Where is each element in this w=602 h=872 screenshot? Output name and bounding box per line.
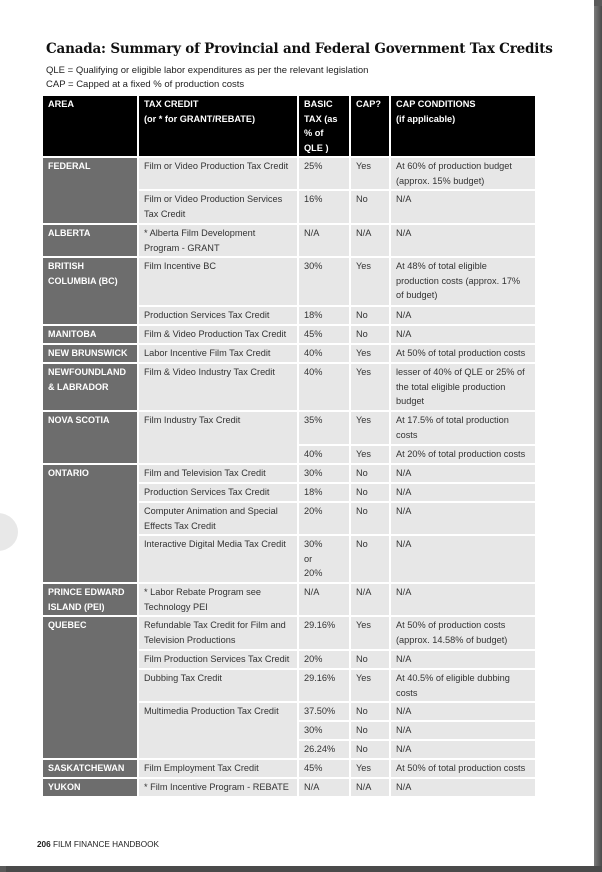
basic-tax-cell: 16% — [298, 190, 350, 224]
basic-tax-cell: 30% — [298, 721, 350, 740]
cap-cell: No — [350, 306, 390, 325]
basic-tax-cell: 35% — [298, 411, 350, 445]
cap-cell: N/A — [350, 224, 390, 257]
cap-cell: No — [350, 190, 390, 224]
basic-tax-cell: 25% — [298, 157, 350, 190]
cap-cell: Yes — [350, 363, 390, 411]
cap-conditions-cell: N/A — [390, 650, 536, 669]
cap-conditions-cell: N/A — [390, 721, 536, 740]
cap-conditions-cell: N/A — [390, 502, 536, 535]
area-alberta: ALBERTA — [42, 224, 138, 257]
cap-cell: Yes — [350, 157, 390, 190]
qle-note: QLE = Qualifying or eligible labor expenditures as per the relevant legislation — [46, 65, 369, 76]
header-cap-conditions: CAP CONDITIONS (if applicable) — [390, 95, 536, 157]
basic-tax-cell: 30% — [298, 257, 350, 306]
header-cap: CAP? — [350, 95, 390, 157]
cap-cell: No — [350, 702, 390, 721]
tax-credit-cell: Film Production Services Tax Credit — [138, 650, 298, 669]
cap-cell: Yes — [350, 616, 390, 650]
cap-note: CAP = Capped at a fixed % of production costs — [46, 79, 245, 90]
tax-credit-cell: Refundable Tax Credit for Film and Television Productions — [138, 616, 298, 650]
tax-credit-cell: Film Employment Tax Credit — [138, 759, 298, 778]
page-footer — [37, 840, 159, 849]
area-saskatchewan: SASKATCHEWAN — [42, 759, 138, 778]
area-newfoundland-labrador: NEWFOUNDLAND & LABRADOR — [42, 363, 138, 411]
tax-credit-cell: Film Incentive BC — [138, 257, 298, 306]
basic-tax-cell: 29.16% — [298, 616, 350, 650]
cap-conditions-cell: At 50% of total production costs — [390, 759, 536, 778]
page-shadow-bottom — [6, 866, 602, 872]
cap-cell: Yes — [350, 445, 390, 464]
area-federal: FEDERAL — [42, 157, 138, 224]
table-row — [42, 759, 536, 778]
cap-conditions-cell: N/A — [390, 583, 536, 616]
tax-credit-cell: * Alberta Film Development Program - GRANT — [138, 224, 298, 257]
basic-tax-cell: 30% or 20% — [298, 535, 350, 583]
cap-cell: No — [350, 464, 390, 483]
header-tax-credit: TAX CREDIT (or * for GRANT/REBATE) — [138, 95, 298, 157]
cap-conditions-cell: N/A — [390, 190, 536, 224]
basic-tax-cell: 45% — [298, 759, 350, 778]
page-edge-tab — [0, 513, 18, 551]
cap-cell: No — [350, 502, 390, 535]
tax-credit-cell: Computer Animation and Special Effects Tax Credit — [138, 502, 298, 535]
area-quebec: QUEBEC — [42, 616, 138, 759]
basic-tax-cell: 29.16% — [298, 669, 350, 702]
tax-credit-cell: Film Industry Tax Credit — [138, 411, 298, 464]
area-yukon: YUKON — [42, 778, 138, 797]
table-row — [42, 325, 536, 344]
cap-conditions-cell: N/A — [390, 535, 536, 583]
page-title: Canada: Summary of Provincial and Federal Government Tax Credits — [46, 41, 553, 57]
table-row — [42, 157, 536, 190]
cap-conditions-cell: At 50% of total production costs — [390, 344, 536, 363]
basic-tax-cell: N/A — [298, 583, 350, 616]
book-title: FILM FINANCE HANDBOOK — [52, 840, 159, 849]
basic-tax-cell: N/A — [298, 224, 350, 257]
table-row — [42, 464, 536, 483]
cap-conditions-cell: N/A — [390, 702, 536, 721]
cap-conditions-cell: At 20% of total production costs — [390, 445, 536, 464]
cap-cell: Yes — [350, 411, 390, 445]
header-row — [42, 95, 536, 157]
area-nova-scotia: NOVA SCOTIA — [42, 411, 138, 464]
cap-cell: No — [350, 483, 390, 502]
table-row — [42, 257, 536, 306]
cap-conditions-cell: N/A — [390, 325, 536, 344]
tax-credit-cell: Production Services Tax Credit — [138, 306, 298, 325]
cap-cell: No — [350, 325, 390, 344]
cap-conditions-cell: At 17.5% of total production costs — [390, 411, 536, 445]
basic-tax-cell: 30% — [298, 464, 350, 483]
basic-tax-cell: 20% — [298, 502, 350, 535]
basic-tax-cell: 45% — [298, 325, 350, 344]
cap-cell: No — [350, 740, 390, 759]
basic-tax-cell: 20% — [298, 650, 350, 669]
tax-credit-cell: Labor Incentive Film Tax Credit — [138, 344, 298, 363]
cap-conditions-cell: At 50% of production costs (approx. 14.58% of budget) — [390, 616, 536, 650]
cap-conditions-cell: At 60% of production budget (approx. 15% budget) — [390, 157, 536, 190]
table-row — [42, 363, 536, 411]
basic-tax-cell: 40% — [298, 445, 350, 464]
cap-conditions-cell: lesser of 40% of QLE or 25% of the total eligible production budget — [390, 363, 536, 411]
header-area: AREA — [42, 95, 138, 157]
area-new-brunswick: NEW BRUNSWICK — [42, 344, 138, 363]
cap-cell: No — [350, 650, 390, 669]
table-row — [42, 411, 536, 445]
tax-credit-cell: Film and Television Tax Credit — [138, 464, 298, 483]
table-row — [42, 616, 536, 650]
basic-tax-cell: 18% — [298, 483, 350, 502]
cap-cell: No — [350, 535, 390, 583]
basic-tax-cell: N/A — [298, 778, 350, 797]
area-prince-edward-island: PRINCE EDWARD ISLAND (PEI) — [42, 583, 138, 616]
cap-conditions-cell: N/A — [390, 778, 536, 797]
table-row — [42, 344, 536, 363]
table-row — [42, 778, 536, 797]
cap-conditions-cell: N/A — [390, 464, 536, 483]
page-shadow-right — [594, 6, 602, 872]
tax-credit-cell: Film & Video Industry Tax Credit — [138, 363, 298, 411]
basic-tax-cell: 37.50% — [298, 702, 350, 721]
header-basic-tax: BASIC TAX (as % of QLE ) — [298, 95, 350, 157]
tax-credit-cell: Film & Video Production Tax Credit — [138, 325, 298, 344]
cap-cell: Yes — [350, 257, 390, 306]
cap-conditions-cell: At 48% of total eligible production costs (approx. 17% of budget) — [390, 257, 536, 306]
tax-credit-cell: Dubbing Tax Credit — [138, 669, 298, 702]
area-manitoba: MANITOBA — [42, 325, 138, 344]
area-british-columbia: BRITISH COLUMBIA (BC) — [42, 257, 138, 325]
cap-cell: Yes — [350, 669, 390, 702]
basic-tax-cell: 18% — [298, 306, 350, 325]
basic-tax-cell: 40% — [298, 363, 350, 411]
basic-tax-cell: 26.24% — [298, 740, 350, 759]
tax-credit-cell: Multimedia Production Tax Credit — [138, 702, 298, 759]
cap-cell: No — [350, 721, 390, 740]
basic-tax-cell: 40% — [298, 344, 350, 363]
cap-conditions-cell: N/A — [390, 306, 536, 325]
cap-cell: Yes — [350, 344, 390, 363]
tax-credit-cell: Film or Video Production Services Tax Credit — [138, 190, 298, 224]
page-number: 206 — [37, 840, 51, 849]
table-row — [42, 224, 536, 257]
tax-credit-cell: * Labor Rebate Program see Technology PEI — [138, 583, 298, 616]
cap-cell: N/A — [350, 583, 390, 616]
cap-conditions-cell: N/A — [390, 483, 536, 502]
cap-conditions-cell: At 40.5% of eligible dubbing costs — [390, 669, 536, 702]
cap-conditions-cell: N/A — [390, 224, 536, 257]
tax-credit-table — [41, 94, 537, 798]
area-ontario: ONTARIO — [42, 464, 138, 583]
cap-cell: N/A — [350, 778, 390, 797]
cap-cell: Yes — [350, 759, 390, 778]
cap-conditions-cell: N/A — [390, 740, 536, 759]
tax-credit-cell: Film or Video Production Tax Credit — [138, 157, 298, 190]
table-row — [42, 583, 536, 616]
tax-credit-cell: Production Services Tax Credit — [138, 483, 298, 502]
tax-credit-cell: Interactive Digital Media Tax Credit — [138, 535, 298, 583]
tax-credit-cell: * Film Incentive Program - REBATE — [138, 778, 298, 797]
